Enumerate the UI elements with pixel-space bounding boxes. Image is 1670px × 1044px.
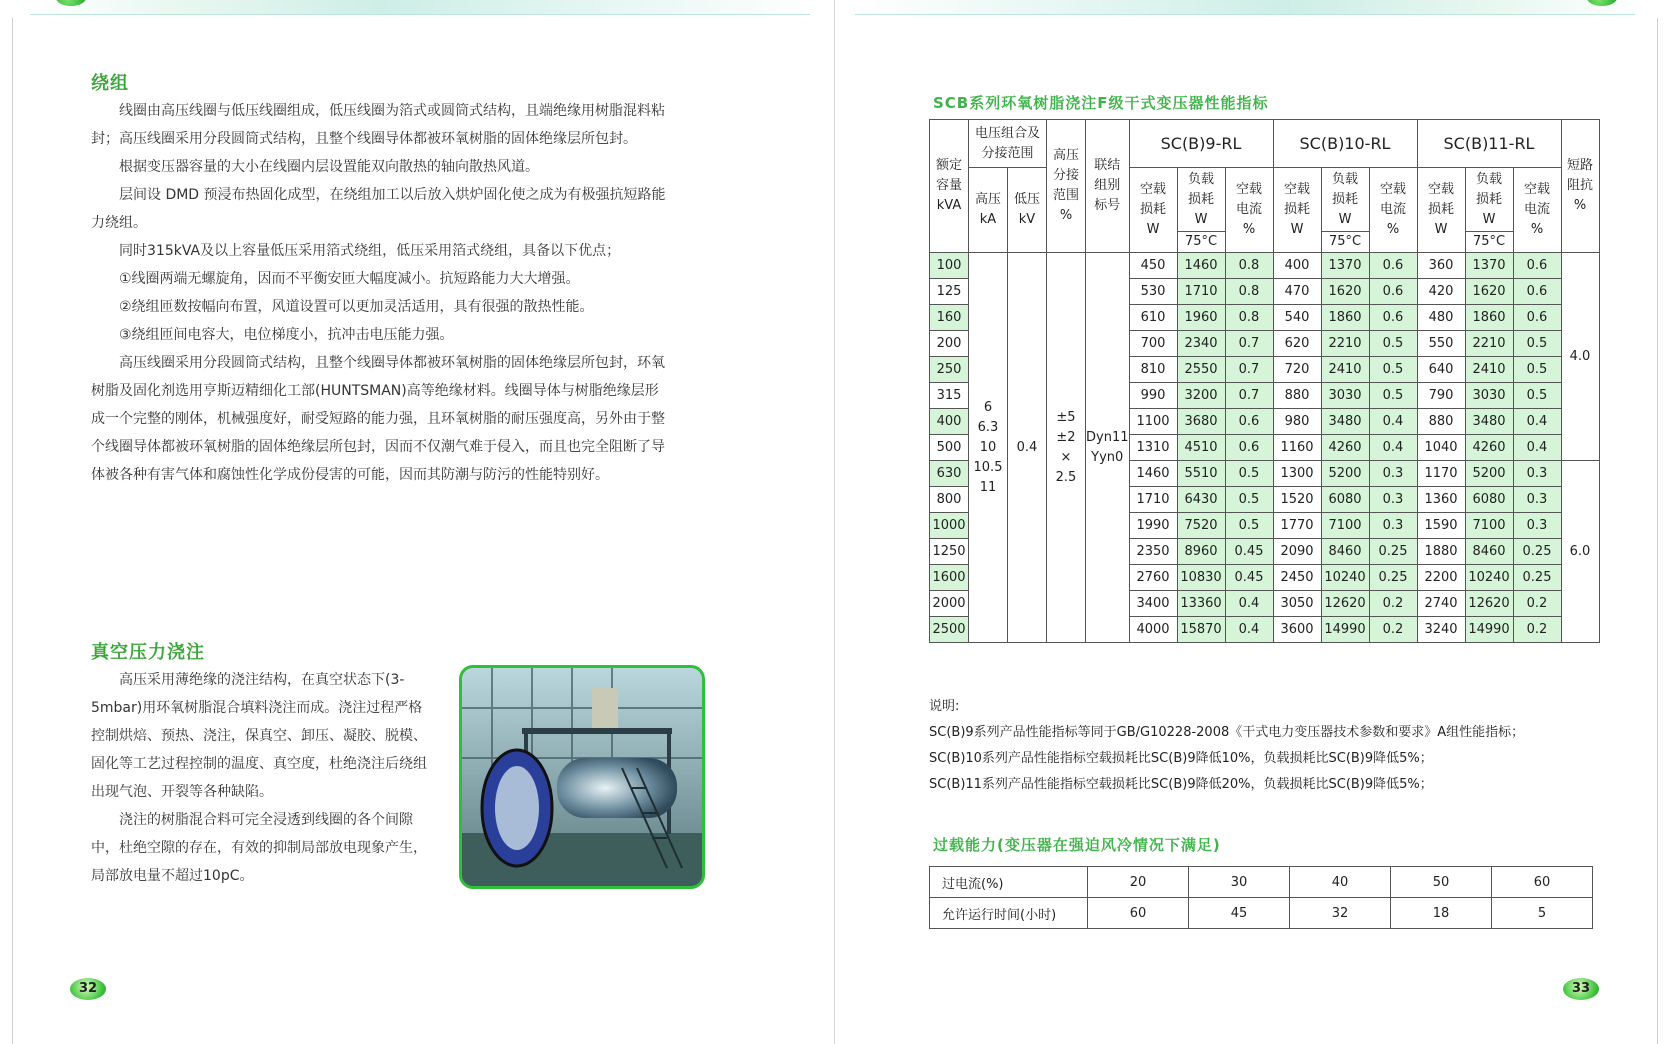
top-rule — [30, 14, 810, 15]
performance-spec-table — [929, 119, 1600, 643]
table-cell: 5200 — [1465, 461, 1513, 487]
table-cell: 0.8 — [1225, 279, 1273, 305]
windings-text — [91, 97, 671, 489]
table-cell: 14990 — [1465, 617, 1513, 643]
table-cell: 13360 — [1177, 591, 1225, 617]
spec-table-title: SCB系列环氧树脂浇注F级干式变压器性能指标 — [933, 94, 1269, 112]
table-cell: 1360 — [1417, 487, 1465, 513]
table-cell: 420 — [1417, 279, 1465, 305]
table-cell: 620 — [1273, 331, 1321, 357]
table-cell: 550 — [1417, 331, 1465, 357]
note-line: SC(B)11系列产品性能指标空载损耗比SC(B)9降低20%，负载损耗比SC(B)9降低5%； — [929, 777, 1433, 792]
table-cell: 0.5 — [1225, 513, 1273, 539]
table-cell: 540 — [1273, 305, 1321, 331]
table-cell: 0.25 — [1369, 565, 1417, 591]
table-cell: 0.6 — [1513, 253, 1561, 279]
table-row — [930, 898, 1593, 929]
table-cell: 8460 — [1465, 539, 1513, 565]
table-cell: 8960 — [1177, 539, 1225, 565]
page-number: 33 — [1563, 978, 1599, 1000]
table-cell: 3400 — [1129, 591, 1177, 617]
table-cell: 0.45 — [1225, 539, 1273, 565]
table-cell: 720 — [1273, 357, 1321, 383]
table-row — [930, 253, 1600, 279]
table-cell: 1960 — [1177, 305, 1225, 331]
photo-illustration — [462, 668, 702, 886]
table-cell: 3680 — [1177, 409, 1225, 435]
table-cell: 2740 — [1417, 591, 1465, 617]
table-cell: 530 — [1129, 279, 1177, 305]
merged-hv-values — [969, 253, 1008, 643]
header-noload-current: 空载 电流 % — [1513, 168, 1561, 253]
table-cell: 1600 — [930, 565, 969, 591]
table-cell: 2450 — [1273, 565, 1321, 591]
table-cell: 20 — [1088, 867, 1189, 898]
table-cell: 790 — [1417, 383, 1465, 409]
table-cell: 18 — [1391, 898, 1492, 929]
table-cell: 700 — [1129, 331, 1177, 357]
header-series-scb11: SC(B)11-RL — [1417, 120, 1561, 168]
table-cell: 7100 — [1321, 513, 1369, 539]
table-cell: 2760 — [1129, 565, 1177, 591]
table-cell: 0.3 — [1513, 461, 1561, 487]
list-item: ①线圈两端无螺旋角，因而不平衡安匝大幅度减小。抗短路能力大大增强。 — [119, 271, 580, 287]
merged-lv-value: 0.4 — [1008, 253, 1047, 643]
table-cell: 0.5 — [1513, 383, 1561, 409]
connection-value: Dyn11 — [1086, 429, 1129, 445]
merged-tap-values — [1047, 253, 1086, 643]
table-cell: 30 — [1189, 867, 1290, 898]
hv-value: 6 — [983, 399, 993, 415]
table-cell: 0.25 — [1369, 539, 1417, 565]
table-cell: 880 — [1273, 383, 1321, 409]
table-cell: 1040 — [1417, 435, 1465, 461]
tap-value: ±5 — [1056, 409, 1076, 425]
table-cell: 1860 — [1321, 305, 1369, 331]
table-cell: 1170 — [1417, 461, 1465, 487]
connection-value: Yyn0 — [1091, 449, 1124, 465]
table-cell: 1520 — [1273, 487, 1321, 513]
table-cell: 0.7 — [1225, 383, 1273, 409]
table-cell: 400 — [930, 409, 969, 435]
table-cell: 1990 — [1129, 513, 1177, 539]
table-cell: 0.5 — [1369, 357, 1417, 383]
overload-table — [929, 866, 1593, 929]
header-series-scb9: SC(B)9-RL — [1129, 120, 1273, 168]
table-cell: 1370 — [1465, 253, 1513, 279]
header-noload-current: 空载 电流 % — [1225, 168, 1273, 253]
table-cell: 980 — [1273, 409, 1321, 435]
page-number: 32 — [70, 978, 106, 1000]
table-cell: 0.6 — [1369, 305, 1417, 331]
table-cell: 0.3 — [1369, 487, 1417, 513]
table-cell: 3600 — [1273, 617, 1321, 643]
header-rated-capacity: 额定 容量 kVA — [930, 120, 969, 253]
table-cell: 0.8 — [1225, 305, 1273, 331]
table-cell: 2210 — [1465, 331, 1513, 357]
table-cell: 0.25 — [1513, 565, 1561, 591]
table-cell: 1710 — [1129, 487, 1177, 513]
table-cell: 0.7 — [1225, 357, 1273, 383]
table-cell: 60 — [1492, 867, 1593, 898]
table-cell: 2550 — [1177, 357, 1225, 383]
table-cell: 6080 — [1321, 487, 1369, 513]
hv-value: 6.3 — [977, 419, 999, 435]
casting-equipment-photo — [459, 665, 705, 889]
header-noload-loss: 空载 损耗 W — [1273, 168, 1321, 253]
table-cell: 0.4 — [1225, 617, 1273, 643]
list-item: ②绕组匝数按幅向布置，风道设置可以更加灵活适用，具有很强的散热性能。 — [119, 299, 594, 315]
table-cell: 315 — [930, 383, 969, 409]
table-cell: 0.4 — [1513, 435, 1561, 461]
table-cell: 1620 — [1465, 279, 1513, 305]
top-rule — [855, 14, 1635, 15]
table-cell: 2410 — [1465, 357, 1513, 383]
header-connection-group: 联结 组别 标号 — [1086, 120, 1130, 253]
table-cell: 7520 — [1177, 513, 1225, 539]
merged-impedance: 6.0 — [1561, 461, 1599, 643]
header-load-temp: 75°C — [1465, 232, 1513, 253]
paragraph: 层间设 DMD 预浸布热固化成型，在绕组加工以后放入烘炉固化使之成为有极强抗短路能力绕组。 — [91, 187, 666, 231]
header-load-loss: 负载 损耗 W — [1321, 168, 1369, 232]
table-cell: 0.5 — [1369, 331, 1417, 357]
table-cell: 0.3 — [1513, 487, 1561, 513]
overload-row1-label: 过电流(%) — [930, 867, 1088, 898]
table-cell: 500 — [930, 435, 969, 461]
table-cell: 3200 — [1177, 383, 1225, 409]
section-title-vacuum-casting: 真空压力浇注 — [91, 642, 205, 663]
table-cell: 45 — [1189, 898, 1290, 929]
spec-table-body — [930, 253, 1600, 643]
table-cell: 125 — [930, 279, 969, 305]
table-cell: 0.6 — [1513, 305, 1561, 331]
table-cell: 640 — [1417, 357, 1465, 383]
table-cell: 4510 — [1177, 435, 1225, 461]
table-cell: 6430 — [1177, 487, 1225, 513]
table-cell: 0.5 — [1225, 461, 1273, 487]
table-cell: 0.6 — [1369, 279, 1417, 305]
hv-value: 10.5 — [973, 459, 1003, 475]
table-cell: 1460 — [1177, 253, 1225, 279]
page-edge-line — [12, 18, 13, 1044]
table-cell: 100 — [930, 253, 969, 279]
header-tap-range: 高压 分接 范围 % — [1047, 120, 1086, 253]
table-cell: 630 — [930, 461, 969, 487]
table-cell: 400 — [1273, 253, 1321, 279]
table-cell: 200 — [930, 331, 969, 357]
hv-value: 11 — [979, 479, 997, 495]
table-cell: 1000 — [930, 513, 969, 539]
table-cell: 450 — [1129, 253, 1177, 279]
table-cell: 2410 — [1321, 357, 1369, 383]
table-cell: 0.5 — [1369, 383, 1417, 409]
table-cell: 3480 — [1465, 409, 1513, 435]
paragraph: 线圈由高压线圈与低压线圈组成，低压线圈为箔式或圆筒式结构，且端绝缘用树脂混料粘封；高压线圈采用分段圆筒式结构，且整个线圈导体都被环氧树脂的固体绝缘层所包封。 — [91, 103, 665, 147]
table-cell: 15870 — [1177, 617, 1225, 643]
table-cell: 1250 — [930, 539, 969, 565]
header-hv: 高压 kA — [969, 168, 1008, 253]
table-cell: 0.6 — [1225, 409, 1273, 435]
table-cell: 3030 — [1465, 383, 1513, 409]
table-cell: 610 — [1129, 305, 1177, 331]
top-gradient-band — [30, 0, 820, 14]
table-cell: 990 — [1129, 383, 1177, 409]
paragraph: 高压采用薄绝缘的浇注结构，在真空状态下(3-5mbar)用环氧树脂混合填料浇注而成。浇注过程严格控制烘焙、预热、浇注，保真空、卸压、凝胶、脱模、固化等工艺过程控制的温度、真空度，杜绝浇注后绕组出现气泡、开裂等各种缺陷。 — [91, 672, 427, 800]
table-cell: 1310 — [1129, 435, 1177, 461]
table-cell: 3240 — [1417, 617, 1465, 643]
notes-label: 说明: — [929, 699, 960, 714]
table-cell: 0.4 — [1513, 409, 1561, 435]
tap-value: 2.5 — [1055, 469, 1077, 485]
table-cell: 0.2 — [1513, 591, 1561, 617]
paragraph: 根据变压器容量的大小在线圈内层设置能双向散热的轴向散热风道。 — [119, 159, 539, 175]
table-cell: 7100 — [1465, 513, 1513, 539]
paragraph: 浇注的树脂混合料可完全浸透到线圈的各个间隙中，杜绝空隙的存在，有效的抑制局部放电现象产生，局部放电量不超过10pC。 — [91, 812, 427, 884]
overload-title: 过载能力(变压器在强迫风冷情况下满足) — [933, 836, 1221, 854]
header-load-loss: 负载 损耗 W — [1465, 168, 1513, 232]
table-cell: 800 — [930, 487, 969, 513]
table-cell: 0.45 — [1225, 565, 1273, 591]
table-cell: 2340 — [1177, 331, 1225, 357]
table-cell: 32 — [1290, 898, 1391, 929]
table-cell: 2200 — [1417, 565, 1465, 591]
paragraph: 高压线圈采用分段圆筒式结构，且整个线圈导体都被环氧树脂的固体绝缘层所包封，环氧树脂及固化剂选用亨斯迈精细化工部(HUNTSMAN)高等绝缘材料。线圈导体与树脂绝缘层形成一个完整的刚体，机械强度好，耐受短路的能力强，且环氧树脂的耐压强度高，另外由于整个线圈导体都被环氧树脂的固体绝缘层所包封，因而不仅潮气难于侵入，而且也完全阻断了导体被各种有害气体和腐蚀性化学成份侵害的可能，因而其防潮与防污的性能特别好。 — [91, 355, 665, 483]
table-cell: 0.2 — [1369, 617, 1417, 643]
table-cell: 3480 — [1321, 409, 1369, 435]
table-cell: 1620 — [1321, 279, 1369, 305]
table-cell: 12620 — [1465, 591, 1513, 617]
table-cell: 0.6 — [1513, 279, 1561, 305]
table-cell: 1460 — [1129, 461, 1177, 487]
table-cell: 1300 — [1273, 461, 1321, 487]
table-cell: 5 — [1492, 898, 1593, 929]
notes-block — [929, 694, 1524, 798]
table-cell: 4260 — [1465, 435, 1513, 461]
table-cell: 1770 — [1273, 513, 1321, 539]
table-cell: 160 — [930, 305, 969, 331]
table-cell: 3030 — [1321, 383, 1369, 409]
table-cell: 4000 — [1129, 617, 1177, 643]
table-cell: 0.3 — [1369, 461, 1417, 487]
merged-impedance: 4.0 — [1561, 253, 1599, 461]
table-cell: 6080 — [1465, 487, 1513, 513]
table-cell: 10240 — [1321, 565, 1369, 591]
table-cell: 1710 — [1177, 279, 1225, 305]
hv-value: 10 — [979, 439, 997, 455]
vacuum-casting-text — [91, 666, 431, 890]
paragraph: 同时315kVA及以上容量低压采用箔式绕组，低压采用箔式绕组，具备以下优点； — [119, 243, 621, 259]
header-noload-current: 空载 电流 % — [1369, 168, 1417, 253]
table-cell: 12620 — [1321, 591, 1369, 617]
table-cell: 1880 — [1417, 539, 1465, 565]
table-cell: 1590 — [1417, 513, 1465, 539]
note-line: SC(B)9系列产品性能指标等同于GB/G10228-2008《干式电力变压器技术参数和要求》A组性能指标； — [929, 725, 1525, 740]
table-cell: 0.4 — [1225, 591, 1273, 617]
header-noload-loss: 空载 损耗 W — [1129, 168, 1177, 253]
header-series-scb10: SC(B)10-RL — [1273, 120, 1417, 168]
table-cell: 250 — [930, 357, 969, 383]
table-cell: 1160 — [1273, 435, 1321, 461]
table-cell: 0.2 — [1369, 591, 1417, 617]
table-cell: 2350 — [1129, 539, 1177, 565]
table-cell: 50 — [1391, 867, 1492, 898]
table-cell: 2090 — [1273, 539, 1321, 565]
table-cell: 3050 — [1273, 591, 1321, 617]
table-cell: 5510 — [1177, 461, 1225, 487]
table-cell: 2500 — [930, 617, 969, 643]
table-cell: 40 — [1290, 867, 1391, 898]
tap-value: ±2 — [1056, 429, 1076, 445]
table-cell: 0.8 — [1225, 253, 1273, 279]
table-cell: 810 — [1129, 357, 1177, 383]
table-cell: 1100 — [1129, 409, 1177, 435]
table-cell: 0.4 — [1369, 409, 1417, 435]
table-cell: 10240 — [1465, 565, 1513, 591]
overload-row2-label: 允许运行时间(小时) — [930, 898, 1088, 929]
table-cell: 4260 — [1321, 435, 1369, 461]
header-noload-loss: 空载 损耗 W — [1417, 168, 1465, 253]
header-voltage-group: 电压组合及 分接范围 — [969, 120, 1047, 168]
table-cell: 1860 — [1465, 305, 1513, 331]
table-cell: 2210 — [1321, 331, 1369, 357]
header-load-loss: 负载 损耗 W — [1177, 168, 1225, 232]
section-title-windings: 绕组 — [91, 73, 129, 94]
table-cell: 0.2 — [1513, 617, 1561, 643]
table-cell: 60 — [1088, 898, 1189, 929]
table-cell: 10830 — [1177, 565, 1225, 591]
table-cell: 2000 — [930, 591, 969, 617]
table-cell: 1370 — [1321, 253, 1369, 279]
table-cell: 360 — [1417, 253, 1465, 279]
tap-value: × — [1060, 449, 1072, 465]
table-cell: 5200 — [1321, 461, 1369, 487]
table-cell: 470 — [1273, 279, 1321, 305]
table-cell: 0.3 — [1369, 513, 1417, 539]
header-lv: 低压 kV — [1008, 168, 1047, 253]
note-line: SC(B)10系列产品性能指标空载损耗比SC(B)9降低10%，负载损耗比SC(B)9降低5%； — [929, 751, 1433, 766]
header-load-temp: 75°C — [1177, 232, 1225, 253]
table-cell: 0.5 — [1225, 487, 1273, 513]
header-impedance: 短路 阻抗 % — [1561, 120, 1599, 253]
table-cell: 0.6 — [1369, 253, 1417, 279]
table-cell: 880 — [1417, 409, 1465, 435]
table-cell: 0.5 — [1513, 331, 1561, 357]
table-cell: 0.7 — [1225, 331, 1273, 357]
top-gradient-band — [855, 0, 1645, 14]
table-cell: 14990 — [1321, 617, 1369, 643]
merged-connection-values — [1086, 253, 1130, 643]
table-cell: 0.25 — [1513, 539, 1561, 565]
list-item: ③绕组匝间电容大，电位梯度小，抗冲击电压能力强。 — [119, 327, 454, 343]
table-cell: 0.5 — [1513, 357, 1561, 383]
table-cell: 8460 — [1321, 539, 1369, 565]
table-cell: 0.4 — [1369, 435, 1417, 461]
table-cell: 480 — [1417, 305, 1465, 331]
page-edge-line — [1657, 18, 1658, 1044]
table-cell: 0.6 — [1225, 435, 1273, 461]
table-row — [930, 867, 1593, 898]
table-cell: 0.3 — [1513, 513, 1561, 539]
header-load-temp: 75°C — [1321, 232, 1369, 253]
